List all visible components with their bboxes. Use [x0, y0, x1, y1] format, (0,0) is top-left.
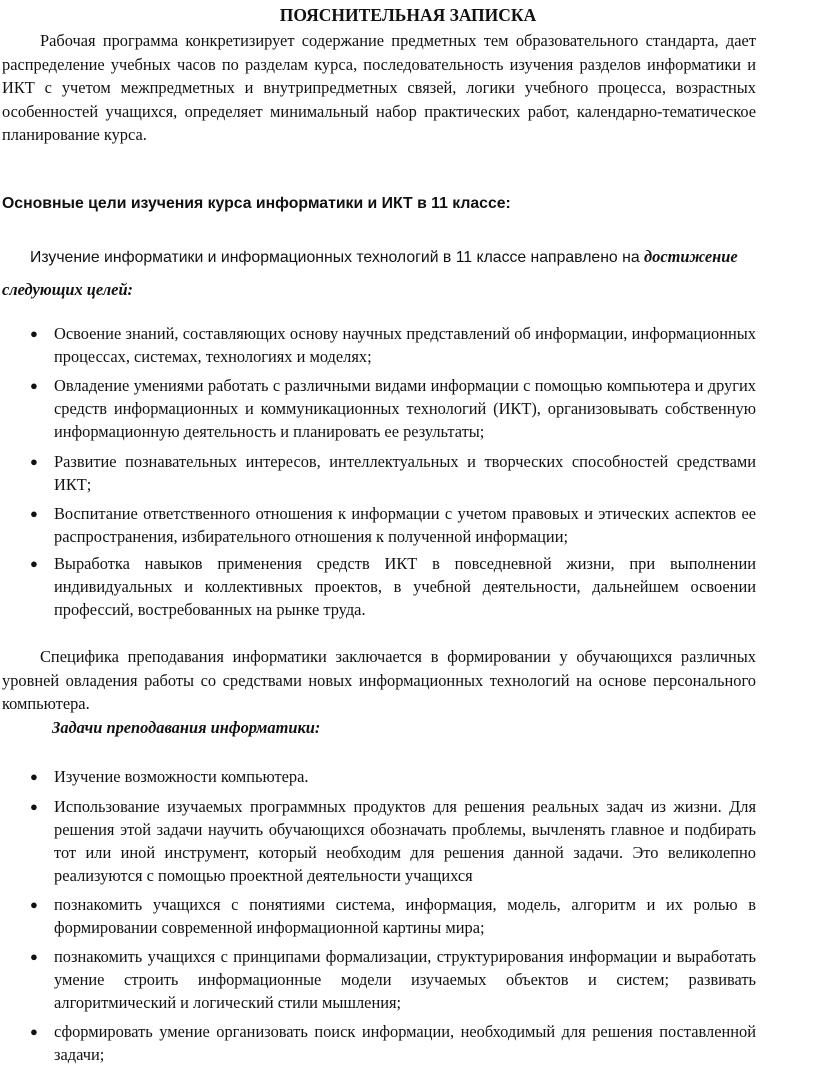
- bullet-icon: ●: [30, 897, 38, 912]
- list-item-text: познакомить учащихся с понятиями система, информация, модель, алгоритм и их ролью в формировании современной информационной картины мира;: [54, 895, 756, 937]
- tasks-heading: Задачи преподавания информатики:: [52, 718, 321, 737]
- list-item-text: Воспитание ответственного отношения к информации с учетом правовых и этических аспектов ее распространения, избирательного отношения к полученной информации;: [54, 504, 756, 546]
- bullet-icon: ●: [30, 506, 38, 521]
- goals-intro-emphasis: достижение следующих целей:: [2, 247, 738, 299]
- goals-intro-text: Изучение информатики и информационных технологий в 11 классе направлено на: [30, 249, 645, 266]
- list-item-text: Овладение умениями работать с различными видами информации с помощью компьютера и других средств информационных и коммуникационных технологий (ИКТ), организовывать собственную информационную деятельность и планировать ее результаты;: [54, 376, 756, 441]
- list-item-text: сформировать умение организовать поиск информации, необходимый для решения поставленной задачи;: [54, 1022, 756, 1064]
- list-item-text: познакомить учащихся с принципами формализации, структурирования информации и выработать умение строить информационные модели изучаемых объектов и систем; развивать алгоритмический и логический стили мышления;: [54, 947, 756, 1012]
- bullet-icon: ●: [30, 556, 38, 571]
- list-item: [30, 765, 756, 788]
- list-item: [30, 450, 756, 496]
- list-item: [30, 795, 756, 887]
- bullet-icon: ●: [30, 378, 38, 393]
- bullet-icon: ●: [30, 769, 38, 784]
- list-item: [30, 945, 756, 1014]
- list-item-text: Использование изучаемых программных продуктов для решения реальных задач из жизни. Для решения этой задачи научить обучающихся обозначать проблемы, вычленять главное и подбирать тот или иной инструмент, который необходим для решения данной задачи. Это великолепно реализуются с помощью проектной деятельности учащихся: [54, 797, 756, 885]
- list-item: [30, 374, 756, 443]
- list-item-text: Освоение знаний, составляющих основу научных представлений об информации, информационных процессах, системах, технологиях и моделях;: [54, 324, 756, 366]
- goals-heading: Основные цели изучения курса информатики и ИКТ в 11 классе:: [2, 195, 511, 212]
- specifics-paragraph: Специфика преподавания информатики заключается в формировании у обучающихся различных уровней овладения работы со средствами новых информационных технологий на основе персонального компьютера.: [2, 647, 756, 713]
- list-item: [30, 552, 756, 621]
- bullet-icon: ●: [30, 326, 38, 341]
- bullet-icon: ●: [30, 799, 38, 814]
- bullet-icon: ●: [30, 1024, 38, 1039]
- bullet-icon: ●: [30, 949, 38, 964]
- list-item: [30, 502, 756, 548]
- bullet-icon: ●: [30, 454, 38, 469]
- list-item: [30, 1020, 756, 1066]
- intro-paragraph: Рабочая программа конкретизирует содержание предметных тем образовательного стандарта, дает распределение учебных часов по разделам курса, последовательность изучения разделов информатики и ИКТ с учетом межпредметных и внутрипредметных связей, логики учебного процесса, возрастных особенностей учащихся, определяет минимальный набор практических работ, календарно-тематическое планирование курса.: [2, 31, 756, 144]
- goals-intro: [2, 241, 762, 307]
- list-item-text: Развитие познавательных интересов, интеллектуальных и творческих способностей средствами ИКТ;: [54, 452, 756, 494]
- list-item-text: Выработка навыков применения средств ИКТ в повседневной жизни, при выполнении индивидуальных и коллективных проектов, в учебной деятельности, дальнейшем освоении профессий, востребованных на рынке труда.: [54, 554, 756, 619]
- list-item: [30, 322, 756, 368]
- list-item: [30, 893, 756, 939]
- list-item-text: Изучение возможности компьютера.: [54, 767, 309, 786]
- document-title: ПОЯСНИТЕЛЬНАЯ ЗАПИСКА: [279, 5, 537, 25]
